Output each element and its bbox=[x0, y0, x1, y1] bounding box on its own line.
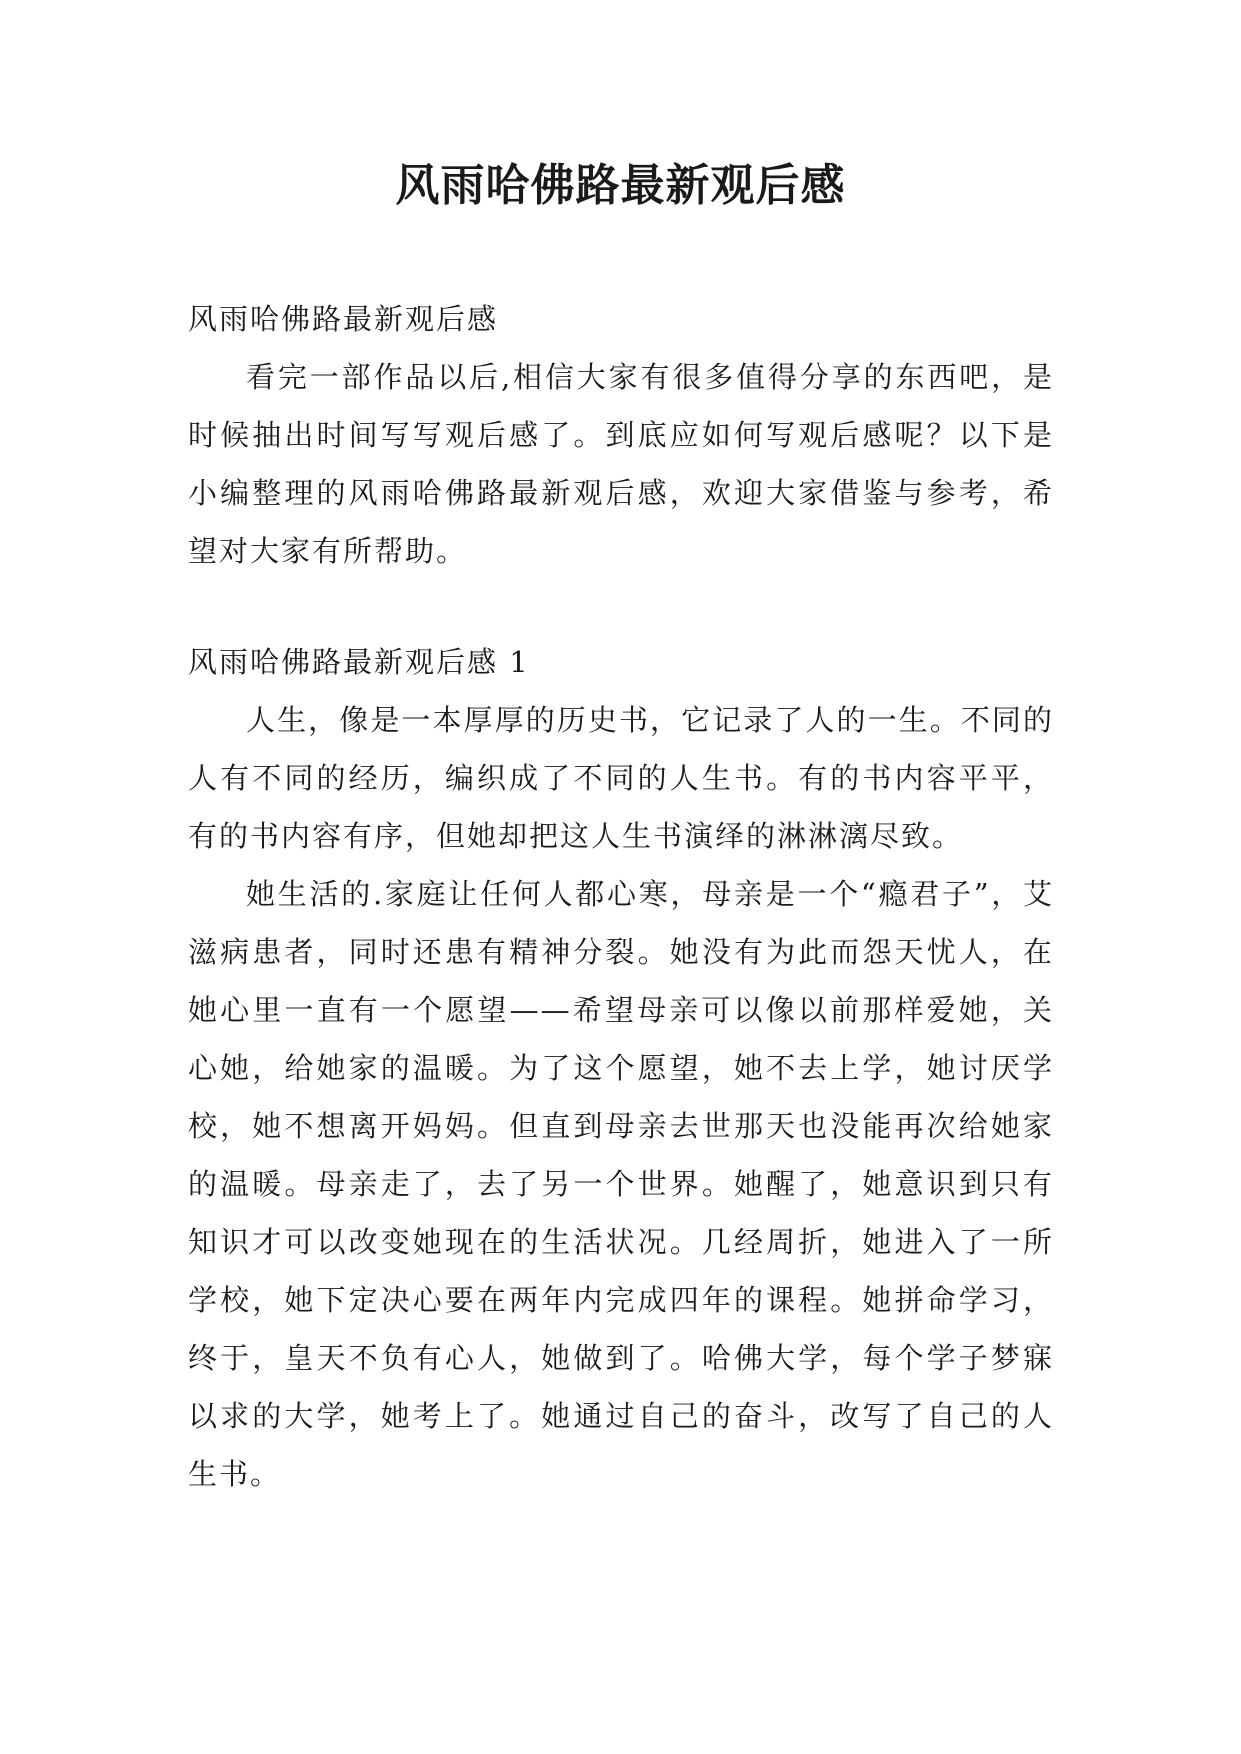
intro-section bbox=[188, 290, 1054, 580]
body-paragraph: 她生活的.家庭让任何人都心寒，母亲是一个“瘾君子”，艾滋病患者，同时还患有精神分裂。她没有为此而怨天忧人，在她心里一直有一个愿望——希望母亲可以像以前那样爱她，关心她，给她家的温暖。为了这个愿望，她不去上学，她讨厌学校，她不想离开妈妈。但直到母亲去世那天也没能再次给她家的温暖。母亲走了，去了另一个世界。她醒了，她意识到只有知识才可以改变她现在的生活状况。几经周折，她进入了一所学校，她下定决心要在两年内完成四年的课程。她拼命学习，终于，皇天不负有心人，她做到了。哈佛大学，每个学子梦寐以求的大学，她考上了。她通过自己的奋斗，改写了自己的人生书。 bbox=[188, 877, 1054, 1491]
document-title: 风雨哈佛路最新观后感 bbox=[395, 160, 846, 211]
section-heading: 风雨哈佛路最新观后感 1 bbox=[188, 645, 530, 679]
section-subtitle: 风雨哈佛路最新观后感 bbox=[188, 302, 499, 336]
intro-paragraph: 看完一部作品以后,相信大家有很多值得分享的东西吧，是时候抽出时间写写观后感了。到底应如何写观后感呢？以下是小编整理的风雨哈佛路最新观后感，欢迎大家借鉴与参考，希望对大家有所帮助。 bbox=[188, 360, 1054, 568]
body-paragraph: 人生，像是一本厚厚的历史书，它记录了人的一生。不同的人有不同的经历，编织成了不同的人生书。有的书内容平平，有的书内容有序，但她却把这人生书演绎的淋淋漓尽致。 bbox=[188, 703, 1054, 853]
essay-section-1 bbox=[188, 633, 1054, 1503]
